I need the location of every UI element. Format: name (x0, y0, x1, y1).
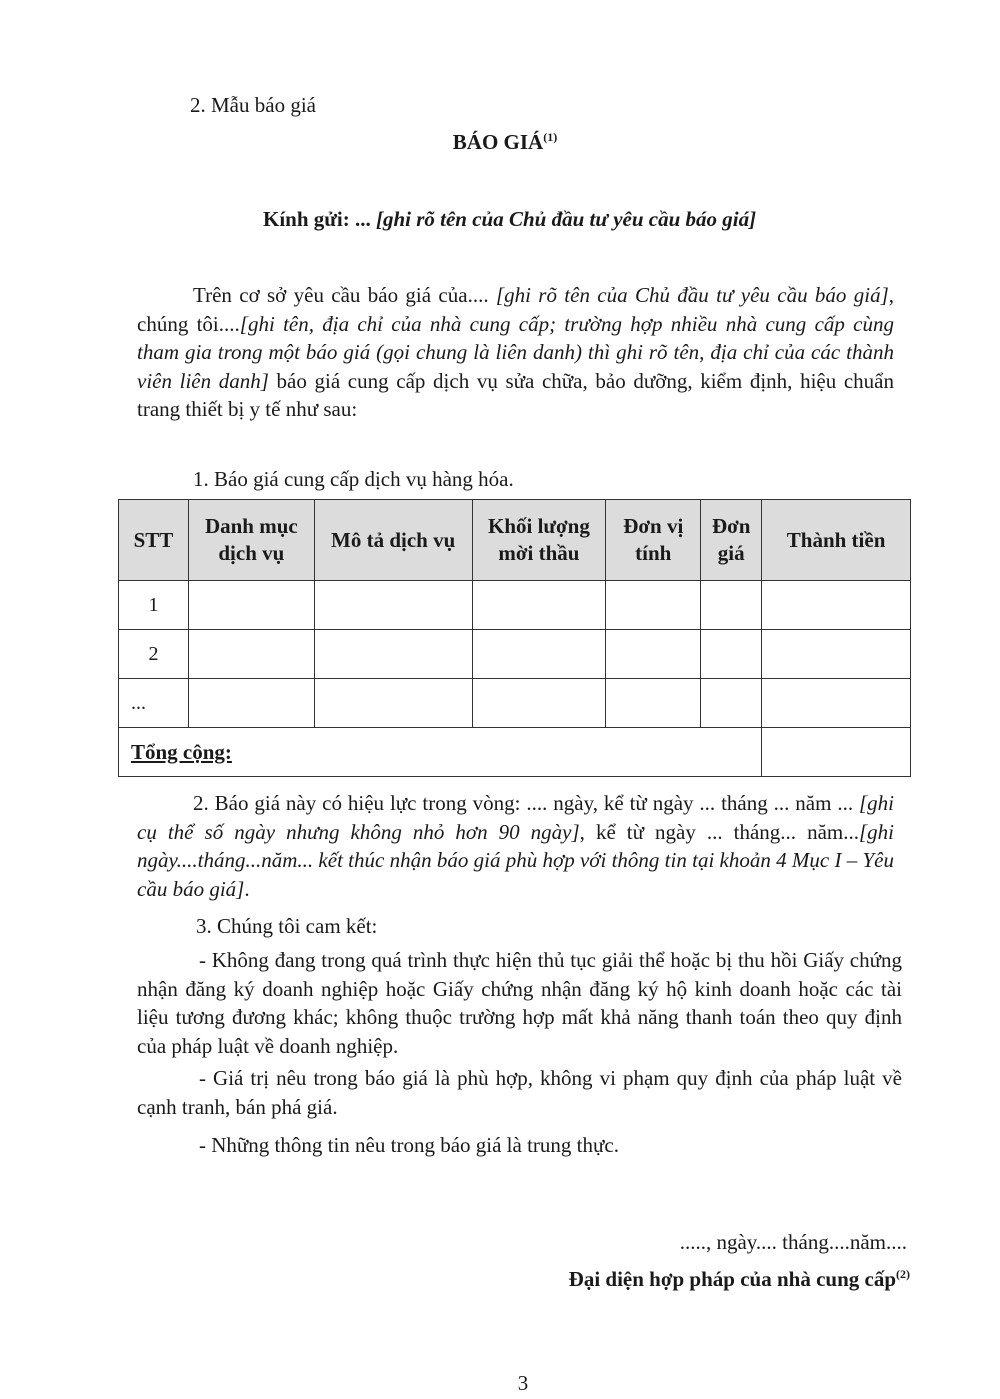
table-row (119, 630, 911, 679)
row-number: 2 (119, 630, 189, 679)
intro-text-3: báo giá cung cấp dịch vụ sửa chữa, bảo dưỡng, kiểm định, hiệu chuẩn trang thiết bị y tế như sau: (137, 368, 895, 421)
signature-text: Đại diện hợp pháp của nhà cung cấp (568, 1267, 896, 1291)
document-title (0, 128, 1000, 156)
addressee-label: Kính gửi: ... (263, 207, 371, 231)
header-stt: STT (119, 500, 189, 581)
table-cell (606, 581, 701, 630)
table-total-row (119, 728, 911, 777)
item-3-heading: 3. Chúng tôi cam kết: (196, 914, 378, 938)
page-number: 3 (517, 1371, 529, 1395)
item-2-placeholder-days: [ghi cụ thể số ngày nhưng không nhỏ hơn 90 ngày] (137, 791, 894, 844)
header-service-category: Danh mục dịch vụ (188, 500, 314, 581)
date-line: ....., ngày.... tháng....năm.... (679, 1230, 907, 1254)
table-cell (762, 679, 911, 728)
header-amount: Thành tiền (762, 500, 911, 581)
signature-footnote-marker: (2) (896, 1267, 910, 1281)
table-row (119, 581, 911, 630)
table-cell (762, 581, 911, 630)
item-2-text-1: 2. Báo giá này có hiệu lực trong vòng: .... ngày, kể từ ngày ... tháng ... năm ... (193, 791, 859, 815)
table-cell (606, 679, 701, 728)
item-2-text-3: . (244, 876, 250, 901)
table-cell (701, 679, 762, 728)
row-number: ... (119, 679, 189, 728)
signature-block (480, 1265, 910, 1293)
intro-text-1: Trên cơ sở yêu cầu báo giá của.... (193, 283, 496, 307)
commitment-2: - Giá trị nêu trong báo giá là phù hợp, không vi phạm quy định của pháp luật về cạnh tranh, bán phá giá. (137, 1066, 902, 1119)
table-cell (606, 630, 701, 679)
row-number: 1 (119, 581, 189, 630)
intro-text-2: , chúng tôi.... (137, 283, 895, 336)
table-cell (188, 581, 314, 630)
header-quantity: Khối lượng mời thầu (472, 500, 606, 581)
table-cell (188, 630, 314, 679)
item-2-text-2: , kể từ ngày ... tháng... năm... (579, 819, 859, 844)
addressee-placeholder: [ghi rõ tên của Chủ đầu tư yêu cầu báo giá] (375, 207, 757, 231)
addressee-line (263, 205, 756, 233)
header-unit: Đơn vị tính (606, 500, 701, 581)
table-cell (701, 581, 762, 630)
table-cell (472, 581, 606, 630)
table-cell (762, 630, 911, 679)
table-cell (701, 630, 762, 679)
total-amount-cell (762, 728, 911, 777)
total-label: Tổng cộng: (119, 728, 762, 777)
item-2-paragraph (137, 789, 894, 903)
intro-paragraph (137, 281, 894, 424)
header-service-description: Mô tả dịch vụ (314, 500, 472, 581)
quote-table (118, 499, 911, 777)
commitment-1: - Không đang trong quá trình thực hiện thủ tục giải thể hoặc bị thu hồi Giấy chứng nhận đăng ký doanh nghiệp hoặc Giấy chứng nhận đăng ký hộ kinh doanh hoặc các tài liệu tương đương khác; không thuộc trường hợp mất khả năng thanh toán theo quy định của pháp luật về doanh nghiệp. (137, 948, 902, 1058)
table-cell (188, 679, 314, 728)
title-footnote-marker: (1) (543, 130, 558, 144)
table-cell (314, 581, 472, 630)
table-cell (314, 630, 472, 679)
table-cell (472, 630, 606, 679)
title-text: BÁO GIÁ (452, 130, 544, 154)
intro-placeholder-investor: [ghi rõ tên của Chủ đầu tư yêu cầu báo giá] (495, 283, 889, 307)
table-header-row (119, 500, 911, 581)
commitment-3: - Những thông tin nêu trong báo giá là trung thực. (199, 1133, 619, 1157)
header-unit-price: Đơn giá (701, 500, 762, 581)
table-cell (314, 679, 472, 728)
item-1-heading: 1. Báo giá cung cấp dịch vụ hàng hóa. (193, 467, 514, 491)
item-2-placeholder-date: [ghi ngày....tháng...năm... kết thúc nhận báo giá phù hợp với thông tin tại khoản 4 Mục I – Yêu cầu báo giá] (137, 819, 894, 901)
table-row (119, 679, 911, 728)
section-heading: 2. Mẫu báo giá (190, 93, 316, 117)
intro-placeholder-supplier: [ghi tên, địa chỉ của nhà cung cấp; trường hợp nhiều nhà cung cấp cùng tham gia trong một báo giá (gọi chung là liên danh) thì ghi rõ tên, địa chỉ của các thành viên liên danh] (137, 311, 894, 393)
table-cell (472, 679, 606, 728)
